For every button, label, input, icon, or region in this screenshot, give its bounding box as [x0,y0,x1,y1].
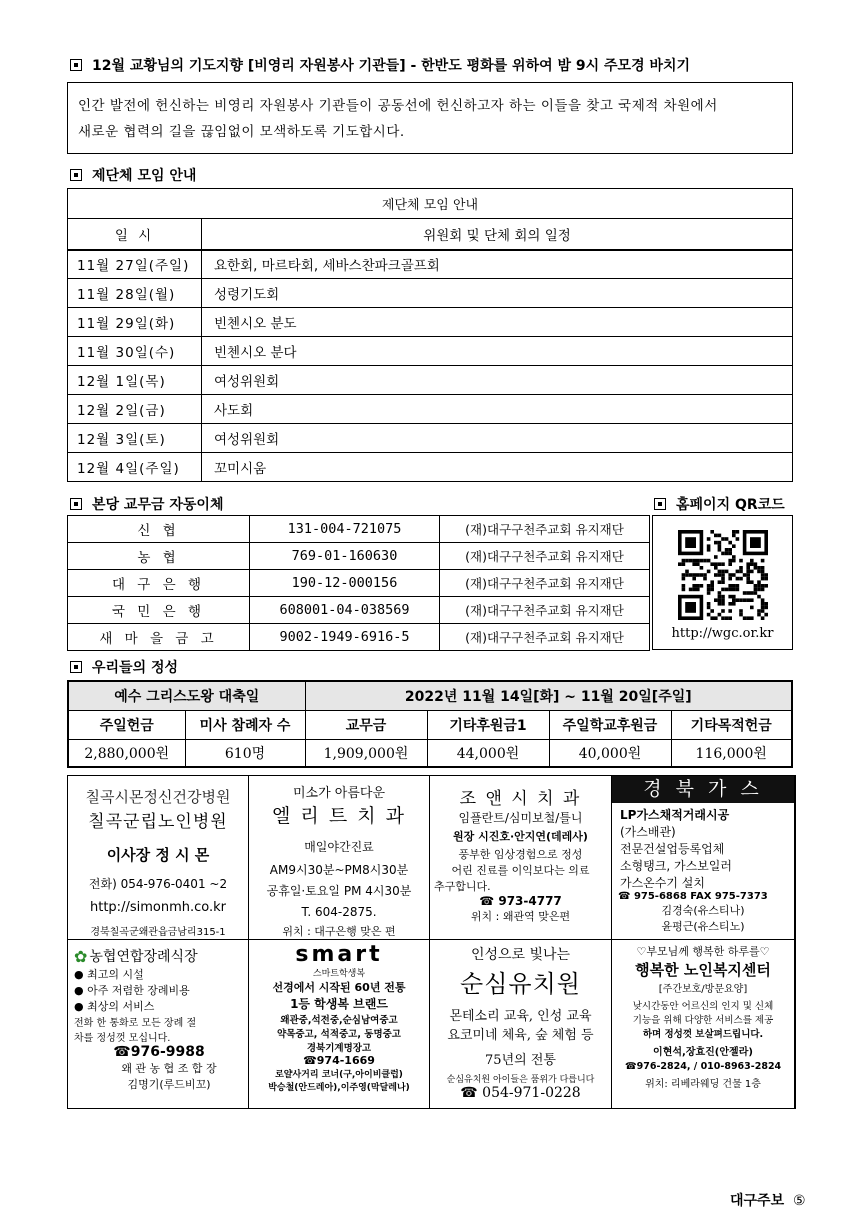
ad2-line5: 공휴일·토요일 PM 4시30분 [266,884,412,898]
ad5-line6: 차를 정성껏 모십니다. [74,1033,171,1044]
bank-name: 새 마 을 금 고 [68,624,250,651]
ad-gyeongbuk-gas[interactable] [612,776,795,940]
ad2-line7: 위치 : 대구은행 맞은 편 [282,925,396,938]
account-holder: (재)대구구천주교회 유지재단 [440,570,650,597]
meeting-date: 11월 28일(월) [68,279,202,308]
qr-section-title: 홈페이지 QR코드 [676,497,785,513]
ad1-line1: 칠곡시몬정신건강병원 [85,788,231,806]
ad8-line3: [주간보호/방문요양] [658,984,748,995]
meeting-row [68,308,793,337]
ad-happy-senior-center[interactable] [612,940,795,1109]
bank-name: 농 협 [68,543,250,570]
transfer-row [68,516,650,543]
meeting-date: 12월 1일(목) [68,366,202,395]
nonghyup-logo-icon: ✿ [74,946,88,966]
qr-heading [654,494,785,514]
ad3-line7: ☎ 973-4777 [479,894,562,908]
meeting-event: 빈첸시오 분도 [202,308,793,337]
intention-box [67,82,793,154]
meeting-date: 11월 29일(화) [68,308,202,337]
ad1-line4: 전화) 054-976-0401 ~2 [88,877,228,891]
transfer-heading [70,494,223,514]
ad6-line5: 왜관중,석전중,순심남여중고 [280,1015,398,1026]
col-schedule-header: 위원회 및 단체 회의 일정 [202,219,793,250]
bullet-square-icon [70,661,82,673]
ad4-line3: (가스배관) [620,825,676,839]
qr-url[interactable]: http://wgc.or.kr [671,626,774,641]
ad1-line2: 칠곡군립노인병원 [88,812,228,832]
ad1-line3: 이사장 정 시 몬 [106,846,210,864]
footer [730,1190,806,1210]
meeting-row [68,279,793,308]
offerings-section-title: 우리들의 정성 [92,660,179,676]
account-number: 190-12-000156 [250,570,440,597]
ad5-header [74,946,244,966]
meeting-row [68,337,793,366]
ad8-line2: 행복한 노인복지센터 [635,961,771,979]
ad8-line5: 기능을 위해 다양한 서비스를 제공 [632,1015,774,1026]
offerings-heading [70,657,178,677]
intention-line-1: 인간 발전에 헌신하는 비영리 자원봉사 기관들이 공동선에 헌신하고자 하는 이들을 찾고 국제적 차원에서 [78,98,718,114]
ad-joan-dental[interactable] [430,776,612,940]
offering-header: 기타목적헌금 [671,710,792,739]
meeting-event: 꼬미시움 [202,453,793,482]
ad6-line7: 경북기계명장고 [306,1043,372,1054]
ad6-line6: 약목중고, 석적중고, 동명중고 [277,1029,401,1040]
transfer-section-title: 본당 교무금 자동이체 [92,497,224,513]
ad7-line4: 요코미네 체육, 숲 체험 등 [447,1028,594,1043]
ad5-line4: ● 최상의 서비스 [74,1000,155,1013]
offering-value: 2,880,000원 [68,739,185,767]
ad6-line1: smart [295,942,383,967]
ad8-line6: 하며 정성껏 보살펴드립니다. [642,1029,764,1040]
offering-header: 교무금 [305,710,427,739]
page-number: ⑤ [792,1193,806,1209]
ad3-line4: 풍부한 임상경험으로 정성 [458,848,583,861]
intention-line-2: 새로운 협력의 길을 끊임없이 모색하도록 기도합시다. [78,124,405,140]
account-number: 9002-1949-6916-5 [250,624,440,651]
feast-name: 예수 그리스도왕 대축일 [68,681,305,710]
ad4-line8: 김경숙(유스티나) [661,904,745,917]
bank-name: 국 민 은 행 [68,597,250,624]
account-number: 608001-04-038569 [250,597,440,624]
ad2-line4: AM9시30분~PM8시30분 [269,863,409,877]
meeting-event: 여성위원회 [202,366,793,395]
meeting-event: 빈첸시오 분다 [202,337,793,366]
ad1-line5[interactable]: http://simonmh.co.kr [90,900,226,915]
ad7-line5: 75년의 전통 [485,1053,556,1068]
ad2-line2: 엘 리 트 치 과 [272,805,406,827]
ad5-line5: 전화 한 통화로 모든 장례 절 [74,1018,197,1029]
footer-label: 대구주보 [730,1193,785,1209]
meeting-date: 11월 30일(수) [68,337,202,366]
meeting-date: 12월 4일(주일) [68,453,202,482]
ad6-line10: 박승철(안드레아),이주영(막달레나) [268,1083,410,1093]
ad5-line2: ● 최고의 시설 [74,968,144,981]
intention-heading [70,55,690,75]
ad5-line1: 농협연합장례식장 [89,949,198,965]
account-number: 131-004-721075 [250,516,440,543]
ad6-line9: 로얄사거리 코너(구,아이비클럽) [275,1070,403,1080]
ad4-line7: ☎ 975-6868 FAX 975-7373 [618,891,768,902]
meeting-event: 사도회 [202,395,793,424]
meeting-date: 11월 27일(주일) [68,250,202,279]
meetings-table [67,188,793,482]
transfer-row [68,543,650,570]
bullet-square-icon [70,169,82,181]
meeting-event: 요한회, 마르타회, 세바스찬파크골프회 [202,250,793,279]
ad4-line6: 가스온수기 설치 [620,876,705,890]
ad7-line6: 순심유치원 아이들은 품위가 다릅니다 [446,1075,595,1085]
ad7-line1: 인성으로 빛나는 [470,947,571,963]
ad7-line7: ☎ 054-971-0228 [460,1085,581,1101]
offering-value: 1,909,000원 [305,739,427,767]
meeting-row [68,250,793,279]
col-date-header: 일 시 [68,219,202,250]
meeting-event: 여성위원회 [202,424,793,453]
bullet-square-icon [70,59,82,71]
transfer-row [68,624,650,651]
ad3-line8: 위치 : 왜관역 맞은편 [470,910,571,923]
ad8-line7: 이현석,장효진(안젤라) [653,1047,753,1058]
ad8-line8: ☎976-2824, / 010-8963-2824 [624,1061,782,1072]
offering-header: 미사 참례자 수 [185,710,305,739]
bullet-square-icon [654,498,666,510]
transfer-row [68,597,650,624]
ad2-line3: 매일야간진료 [304,840,374,854]
ad8-line1: ♡부모님께 행복한 하루를♡ [636,945,770,958]
transfer-row [68,570,650,597]
ad-simon-hospital[interactable] [68,776,249,940]
meeting-event: 성령기도회 [202,279,793,308]
ad3-line5: 어린 진료를 이익보다는 의료 [451,864,590,877]
meeting-row [68,453,793,482]
meetings-table-title: 제단체 모임 안내 [68,189,793,219]
ad2-line1: 미소가 아름다운 [292,786,386,801]
ad8-line4: 낮시간동안 어르신의 인지 및 신체 [632,1001,774,1012]
bank-name: 대 구 은 행 [68,570,250,597]
offering-value: 44,000원 [427,739,549,767]
ad6-line3: 선경에서 시작된 60년 전통 [272,981,406,994]
ad2-line6: T. 604-2875. [301,905,377,919]
offering-value: 116,000원 [671,739,792,767]
ad7-line2: 순심유치원 [460,970,581,998]
ad7-line3: 몬테소리 교육, 인성 교육 [449,1009,592,1024]
transfer-table [67,515,650,651]
ad-elite-dental[interactable] [249,776,430,940]
offering-header: 주일학교후원금 [549,710,671,739]
ad3-line2: 임플란트/심미보철/틀니 [458,811,583,825]
ad5-line9: 김명기(루드비꼬) [127,1078,211,1091]
qr-box [652,515,793,650]
qr-code-icon[interactable] [678,530,768,620]
ad3-line6: 추구합니다. [434,880,491,893]
ad1-line6: 경북칠곡군왜관읍금남리315-1 [90,927,226,938]
account-holder: (재)대구구천주교회 유지재단 [440,516,650,543]
ad4-line4: 전문건설업등록업체 [620,842,725,856]
account-holder: (재)대구구천주교회 유지재단 [440,597,650,624]
ad5-line7: ☎976-9988 [113,1044,205,1060]
account-holder: (재)대구구천주교회 유지재단 [440,543,650,570]
ad5-line8: 왜 관 농 협 조 합 장 [121,1062,217,1075]
ad3-line3: 원장 시진호·안지연(데레사) [453,830,588,843]
meeting-row [68,395,793,424]
ad6-line2: 스마트학생복 [312,969,366,979]
ad4-line9: 윤평근(유스티노) [661,920,745,933]
meeting-date: 12월 2일(금) [68,395,202,424]
ad6-line8: ☎974-1669 [303,1054,375,1067]
intention-title: 12월 교황님의 기도지향 [비영리 자원봉사 기관들] - 한반도 평화를 위하여 밤 9시 주모경 바치기 [92,58,691,74]
ad-nonghyup-funeral[interactable] [68,940,249,1109]
offering-value: 40,000원 [549,739,671,767]
ad5-line3: ● 아주 저렴한 장례비용 [74,984,190,997]
meetings-heading [70,165,196,185]
meetings-section-title: 제단체 모임 안내 [92,168,197,184]
offering-value: 610명 [185,739,305,767]
ad4-line5: 소형탱크, 가스보일러 [620,859,732,873]
account-number: 769-01-160630 [250,543,440,570]
offering-header: 주일헌금 [68,710,185,739]
ad-smart-uniform[interactable] [249,940,430,1109]
ad3-line1: 조 앤 시 치 과 [459,789,582,809]
bullet-square-icon [70,498,82,510]
ad6-line4: 1등 학생복 브랜드 [290,997,388,1011]
bank-name: 신 협 [68,516,250,543]
offering-header: 기타후원금1 [427,710,549,739]
meeting-date: 12월 3일(토) [68,424,202,453]
ad4-line2: LP가스채적거래시공 [620,808,730,822]
account-holder: (재)대구구천주교회 유지재단 [440,624,650,651]
ad4-line1: 경 북 가 스 [612,776,794,803]
meeting-row [68,424,793,453]
ad8-line9: 위치: 리베라웨딩 건물 1층 [645,1079,761,1090]
meeting-row [68,366,793,395]
offering-period: 2022년 11월 14일[화] ~ 11월 20일[주일] [305,681,792,710]
offerings-table [67,680,793,768]
ad-sunsim-kindergarten[interactable] [430,940,612,1109]
